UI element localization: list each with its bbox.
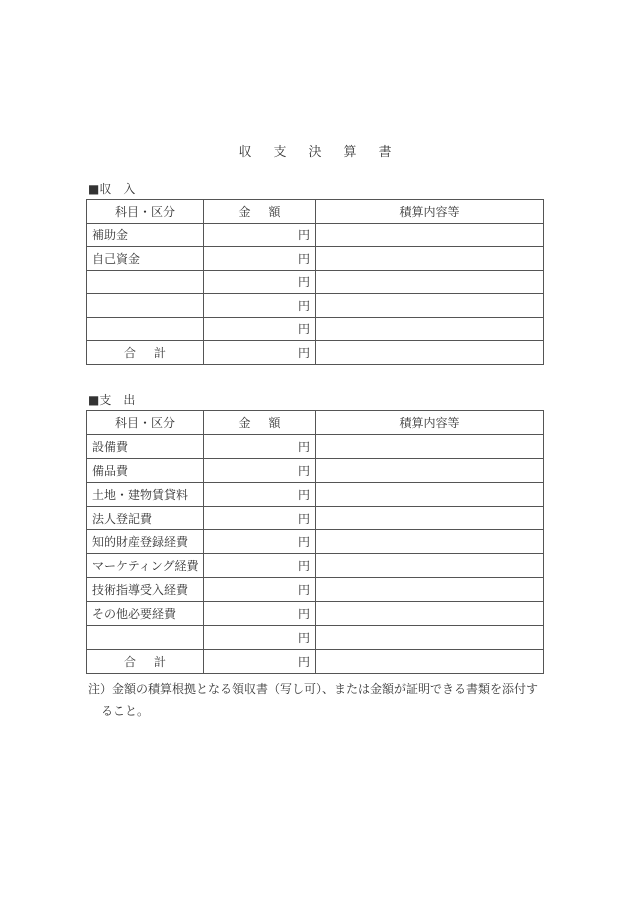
amount-cell[interactable]: 円: [204, 270, 316, 294]
details-cell[interactable]: [316, 294, 544, 318]
amount-cell[interactable]: 円: [204, 458, 316, 482]
details-cell[interactable]: [316, 482, 544, 506]
total-details-cell[interactable]: [316, 649, 544, 673]
details-cell[interactable]: [316, 270, 544, 294]
header-amount: 金 額: [204, 411, 316, 435]
table-row: [87, 458, 544, 482]
item-cell[interactable]: [87, 626, 204, 650]
details-cell[interactable]: [316, 458, 544, 482]
item-cell[interactable]: その他必要経費: [87, 602, 204, 626]
details-cell[interactable]: [316, 578, 544, 602]
details-cell[interactable]: [316, 223, 544, 247]
header-details: 積算内容等: [316, 200, 544, 224]
table-row: [87, 223, 544, 247]
expense-section-label: ■支 出: [88, 393, 136, 407]
amount-cell[interactable]: 円: [204, 578, 316, 602]
income-section-label: ■収 入: [88, 182, 136, 196]
document-title: [0, 141, 630, 160]
header-details: 積算内容等: [316, 411, 544, 435]
details-cell[interactable]: [316, 530, 544, 554]
amount-cell[interactable]: 円: [204, 223, 316, 247]
amount-cell[interactable]: 円: [204, 530, 316, 554]
amount-cell[interactable]: 円: [204, 506, 316, 530]
table-row: [87, 554, 544, 578]
item-cell[interactable]: [87, 317, 204, 341]
details-cell[interactable]: [316, 434, 544, 458]
title-char: 算: [343, 145, 357, 160]
amount-cell[interactable]: 円: [204, 434, 316, 458]
total-label: 合 計: [87, 649, 204, 673]
total-amount-cell[interactable]: 円: [204, 649, 316, 673]
amount-cell[interactable]: 円: [204, 602, 316, 626]
title-char: 書: [378, 145, 392, 160]
footnote-line-2: ること。: [101, 704, 150, 718]
item-cell[interactable]: [87, 270, 204, 294]
table-row: [87, 626, 544, 650]
amount-cell[interactable]: 円: [204, 247, 316, 271]
title-char: 支: [273, 145, 287, 160]
table-row: [87, 294, 544, 318]
table-row: [87, 530, 544, 554]
table-row: [87, 434, 544, 458]
total-row: [87, 341, 544, 365]
square-bullet-icon: ■: [88, 393, 100, 407]
total-details-cell[interactable]: [316, 341, 544, 365]
footnote: [88, 678, 558, 722]
amount-cell[interactable]: 円: [204, 554, 316, 578]
item-cell[interactable]: 設備費: [87, 434, 204, 458]
header-item: 科目・区分: [87, 411, 204, 435]
header-amount: 金 額: [204, 200, 316, 224]
item-cell[interactable]: マーケティング経費: [87, 554, 204, 578]
income-table: [86, 199, 544, 365]
item-cell[interactable]: 技術指導受入経費: [87, 578, 204, 602]
table-row: [87, 578, 544, 602]
title-char: 収: [238, 145, 252, 160]
amount-cell[interactable]: 円: [204, 482, 316, 506]
title-char: 決: [308, 145, 322, 160]
amount-cell[interactable]: 円: [204, 317, 316, 341]
table-row: [87, 482, 544, 506]
table-row: [87, 317, 544, 341]
table-row: [87, 247, 544, 271]
details-cell[interactable]: [316, 247, 544, 271]
item-cell[interactable]: [87, 294, 204, 318]
amount-cell[interactable]: 円: [204, 294, 316, 318]
header-item: 科目・区分: [87, 200, 204, 224]
item-cell[interactable]: 備品費: [87, 458, 204, 482]
item-cell[interactable]: 法人登記費: [87, 506, 204, 530]
expense-table: [86, 410, 544, 674]
amount-cell[interactable]: 円: [204, 626, 316, 650]
footnote-line-1: 注）金額の積算根拠となる領収書（写し可）、または金額が証明できる書類を添付す: [88, 682, 539, 696]
table-header-row: [87, 200, 544, 224]
table-row: [87, 270, 544, 294]
item-cell[interactable]: 自己資金: [87, 247, 204, 271]
total-label: 合 計: [87, 341, 204, 365]
details-cell[interactable]: [316, 554, 544, 578]
total-row: [87, 649, 544, 673]
item-cell[interactable]: 土地・建物賃貸料: [87, 482, 204, 506]
table-row: [87, 602, 544, 626]
details-cell[interactable]: [316, 317, 544, 341]
table-header-row: [87, 411, 544, 435]
details-cell[interactable]: [316, 506, 544, 530]
item-cell[interactable]: 補助金: [87, 223, 204, 247]
details-cell[interactable]: [316, 602, 544, 626]
table-row: [87, 506, 544, 530]
details-cell[interactable]: [316, 626, 544, 650]
square-bullet-icon: ■: [88, 182, 100, 196]
item-cell[interactable]: 知的財産登録経費: [87, 530, 204, 554]
total-amount-cell[interactable]: 円: [204, 341, 316, 365]
